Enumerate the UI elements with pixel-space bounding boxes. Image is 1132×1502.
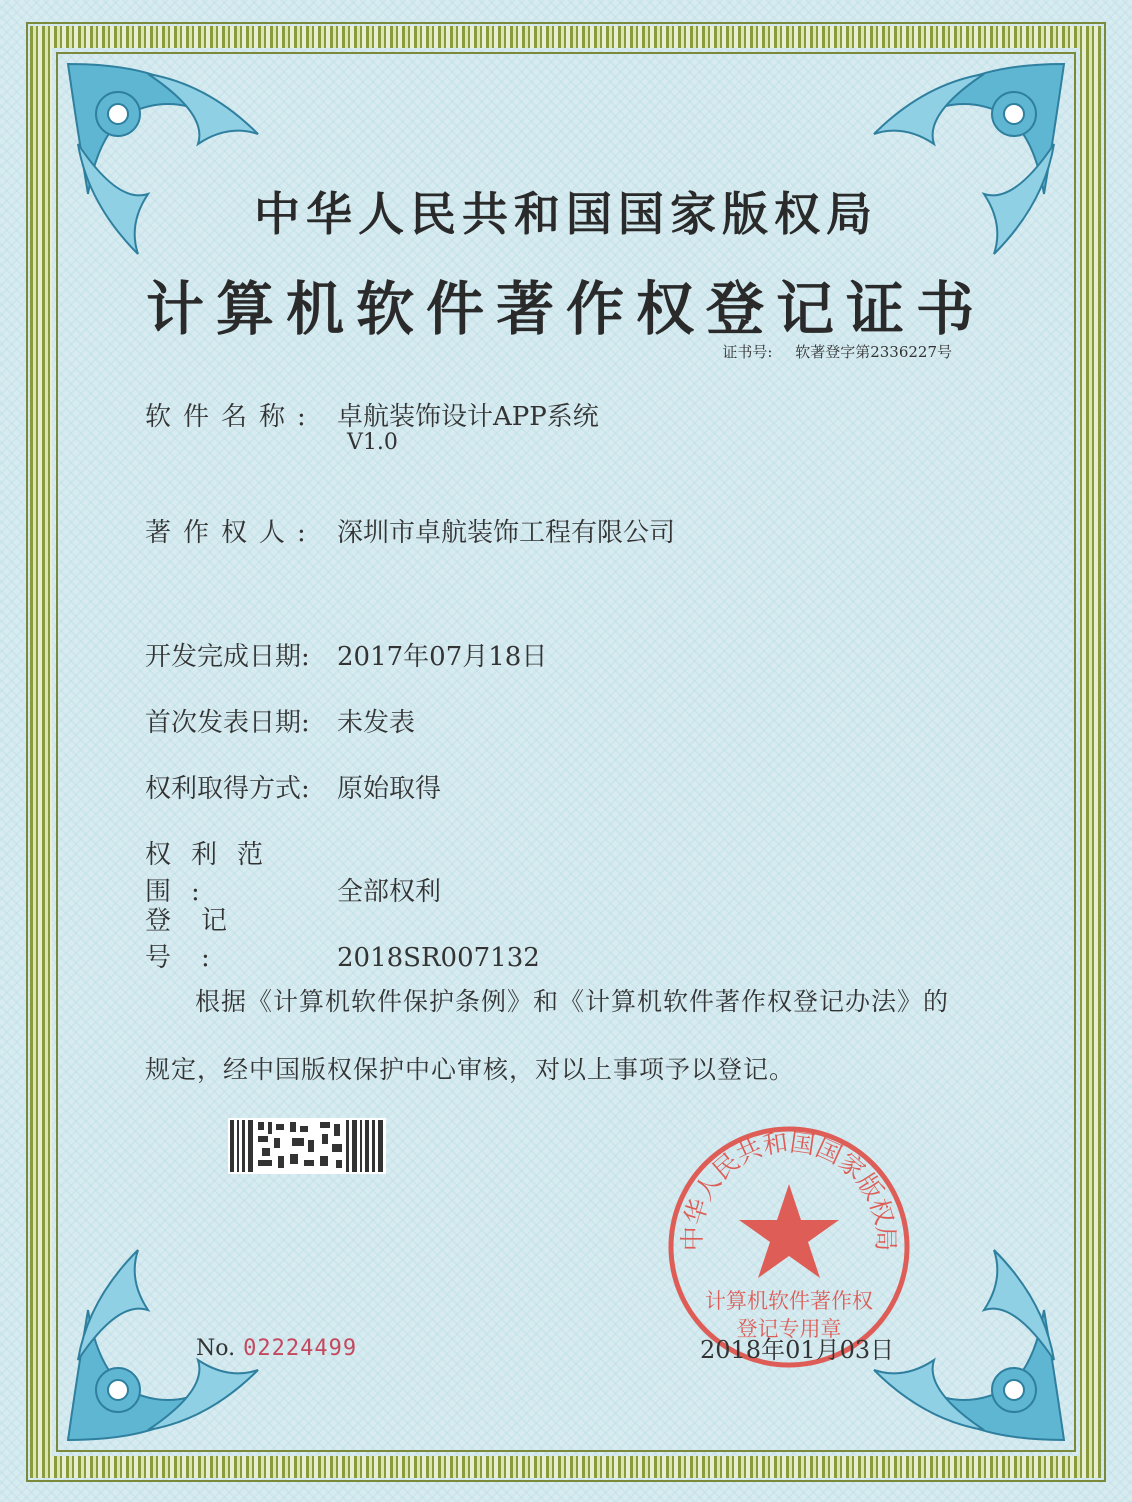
registration-value: 2018SR007132 <box>337 943 540 973</box>
scope-row <box>145 834 441 908</box>
corner-ornament-icon <box>844 54 1074 284</box>
acquisition-label: 权利取得方式: <box>145 774 310 804</box>
registration-row <box>145 900 540 974</box>
serial-value: 02224499 <box>243 1336 358 1361</box>
corner-ornament-icon <box>58 54 288 284</box>
dev-date-value: 2017年07月18日 <box>337 642 548 672</box>
acquisition-value: 原始取得 <box>337 774 442 804</box>
scope-value: 全部权利 <box>337 877 442 907</box>
dev-date-label: 开发完成日期: <box>145 642 310 672</box>
svg-text:计算机软件著作权: 计算机软件著作权 <box>705 1289 873 1313</box>
serial-label: No. <box>196 1336 236 1361</box>
svg-text:中华人民共和国国家版权局: 中华人民共和国国家版权局 <box>677 1127 901 1252</box>
dev-date-row <box>145 636 547 673</box>
owner-value: 深圳市卓航装饰工程有限公司 <box>337 518 676 548</box>
svg-text:登记专用章: 登记专用章 <box>736 1317 842 1341</box>
statement-line-2: 规定，经中国版权保护中心审核，对以上事项予以登记。 <box>145 1055 796 1084</box>
software-name-label: 软件名称: <box>145 402 318 432</box>
software-version: V1.0 <box>347 430 398 455</box>
statement-line-1: 根据《计算机软件保护条例》和《计算机软件著作权登记办法》的 <box>195 987 950 1016</box>
issuing-authority: 中华人民共和国国家版权局 <box>254 187 878 241</box>
software-name-value: 卓航装饰设计APP系统 <box>337 402 599 432</box>
pub-date-row <box>145 702 415 739</box>
serial-number <box>196 1336 357 1361</box>
pub-date-value: 未发表 <box>337 708 416 738</box>
pub-date-label: 首次发表日期: <box>145 708 310 738</box>
2d-barcode-icon <box>228 1118 386 1174</box>
issue-date: 2018年01月03日 <box>700 1336 895 1364</box>
owner-row <box>145 512 675 549</box>
certificate-number <box>722 341 952 362</box>
corner-ornament-icon <box>58 1220 288 1450</box>
certificate-number-value: 软著登字第2336227号 <box>795 343 952 361</box>
scope-label: 权利范围: <box>145 840 284 907</box>
acquisition-row <box>145 768 441 805</box>
owner-label: 著作权人: <box>145 518 318 548</box>
certificate-number-label: 证书号: <box>722 343 773 361</box>
certificate-title: 计算机软件著作权登记证书 <box>145 275 986 343</box>
registration-label: 登记号: <box>145 906 258 973</box>
software-name-row <box>145 396 599 433</box>
